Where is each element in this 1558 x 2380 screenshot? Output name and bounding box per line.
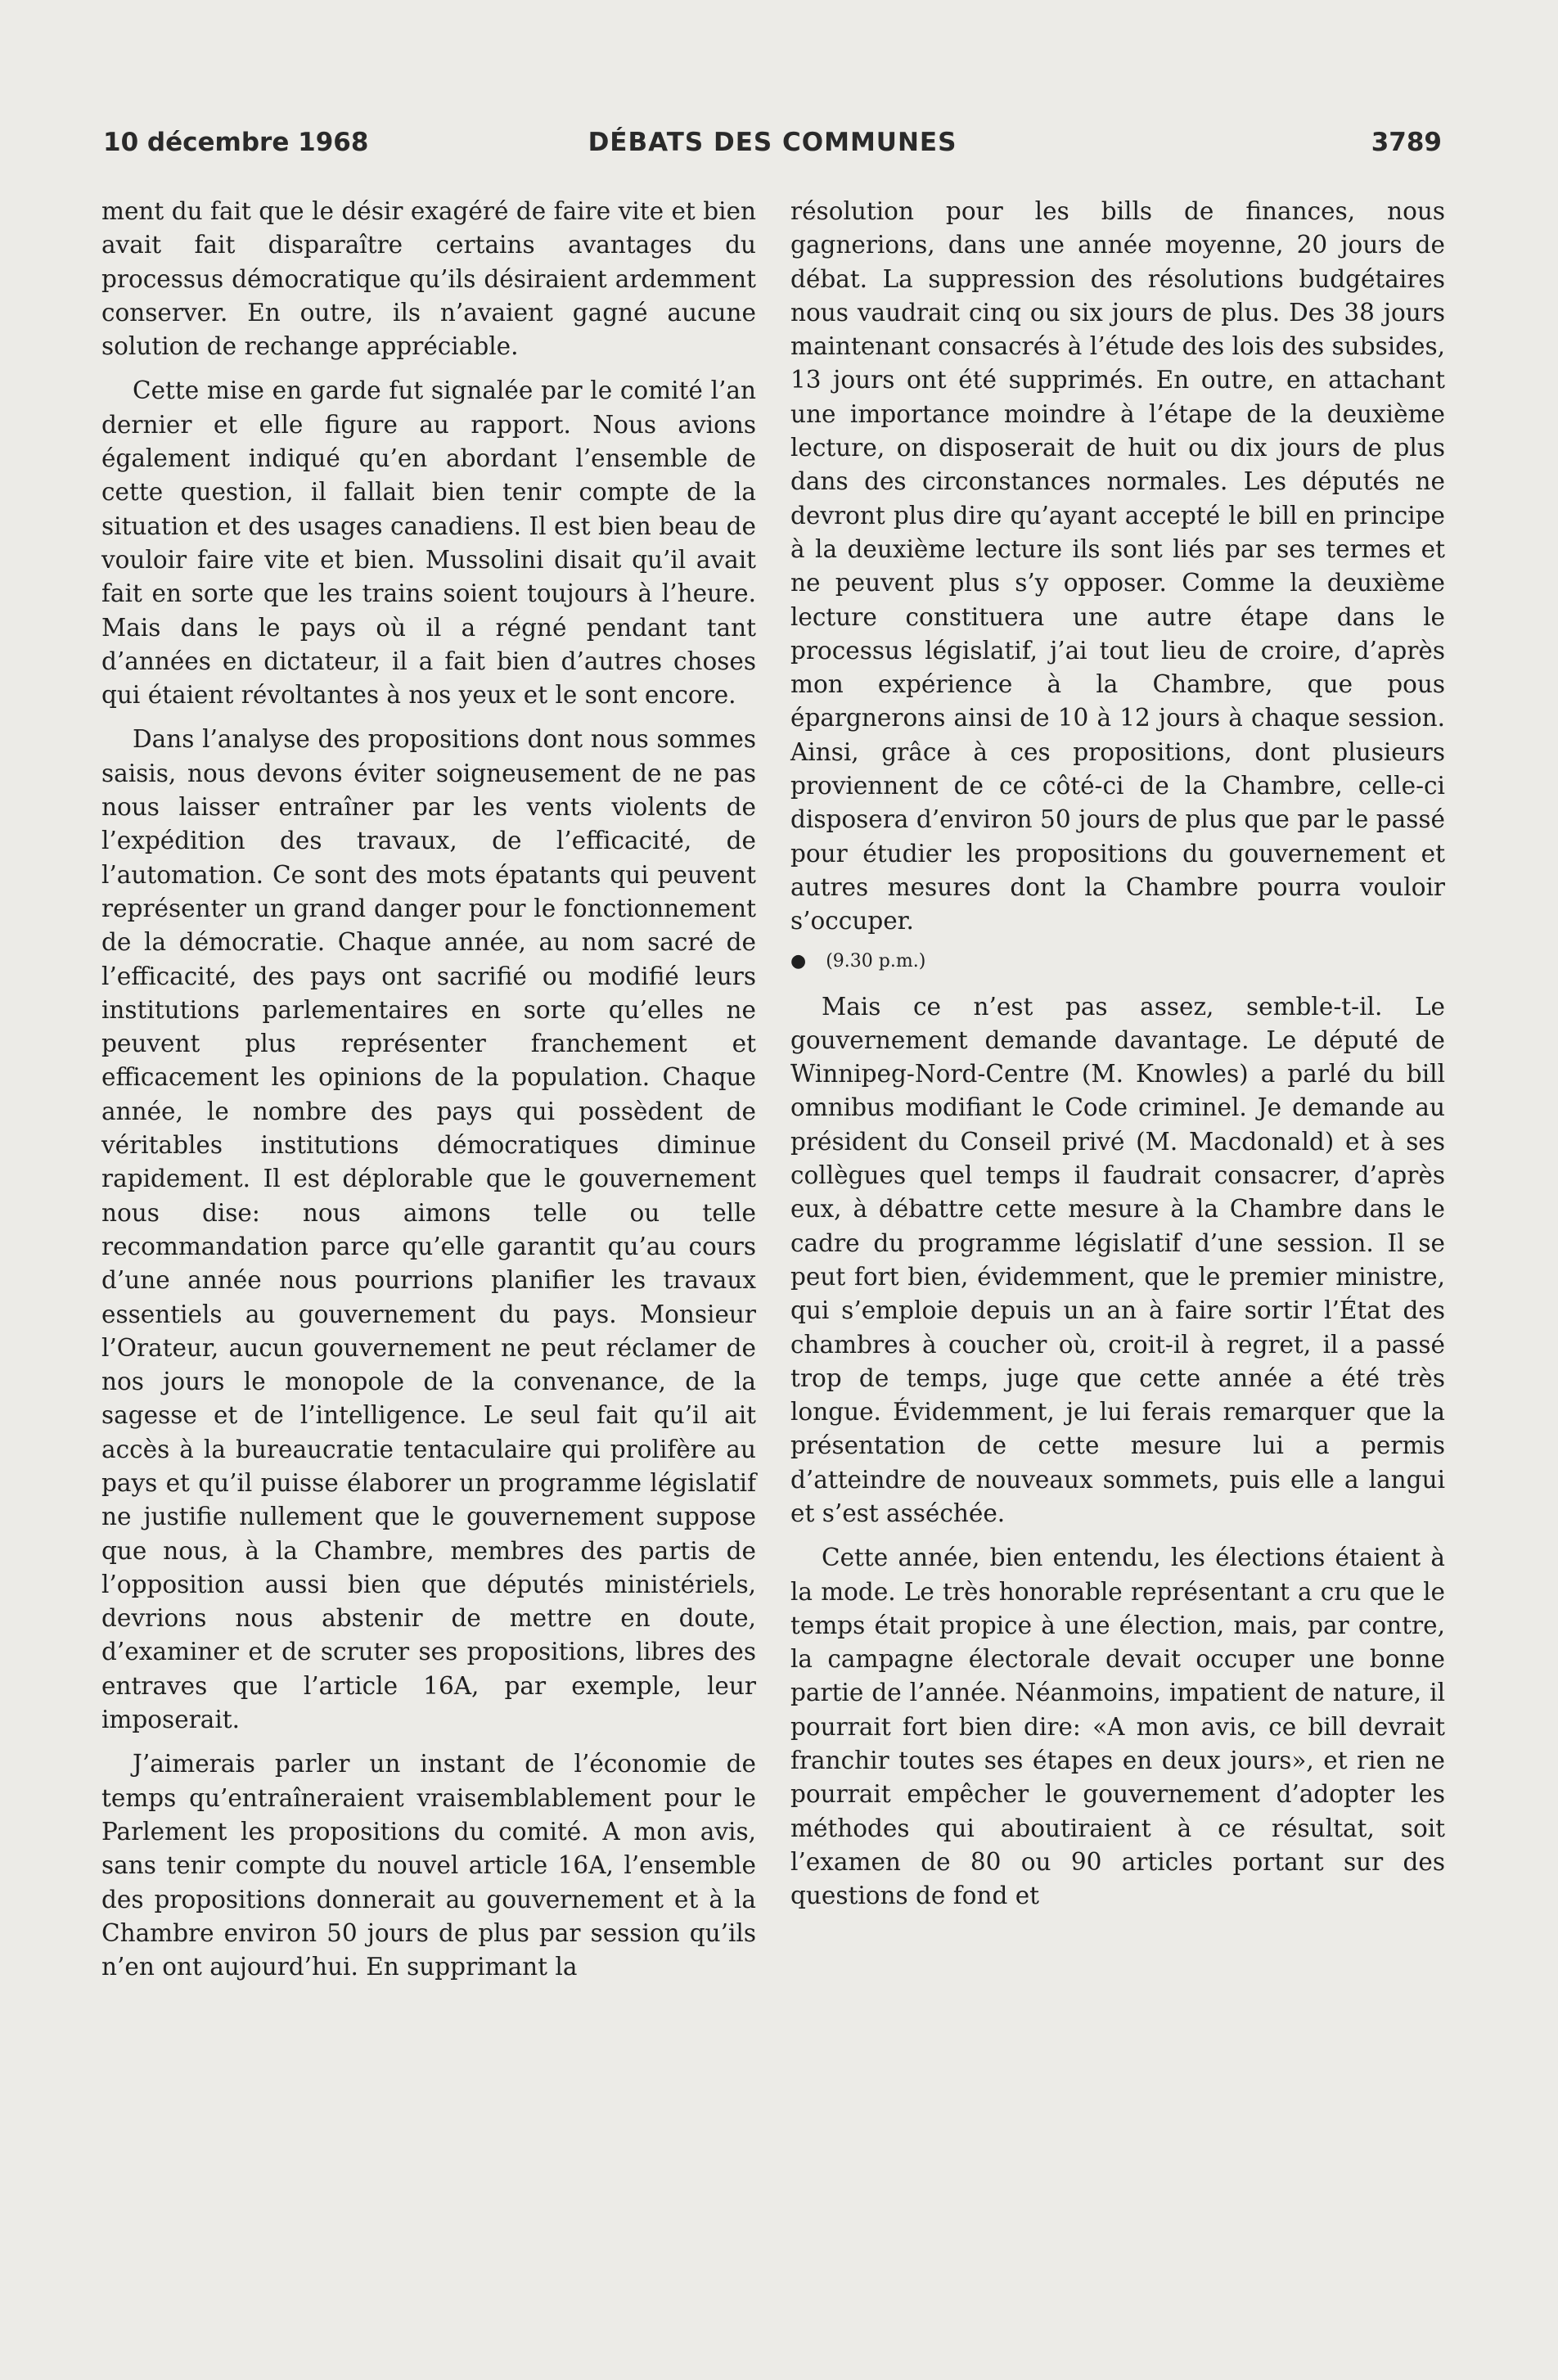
paragraph: ment du fait que le désir exagéré de faire vite et bien avait fait disparaître certains avantages du processus démocratique qu’ils désiraient ardemment conserver. En outre, ils n’avaient gagné aucune solution de rechange appréciable.: [101, 197, 756, 361]
page-number: 3789: [1371, 128, 1442, 157]
paragraph: J’aimerais parler un instant de l’économie de temps qu’entraîneraient vraisemblablement pour le Parlement les propositions du comité. A mon avis, sans tenir compte du nouvel article 16A, l’ensemble des propositions donnerait au gouvernement et à la Chambre environ 50 jours de plus par session qu’ils n’en ont aujourd’hui. En supprimant la: [101, 1750, 756, 1981]
time-marker: [790, 949, 1445, 974]
paragraph: résolution pour les bills de finances, nous gagnerions, dans une année moyenne, 20 jours de débat. La suppression des résolutions budgétaires nous vaudrait cinq ou six jours de plus. Des 38 jours maintenant consacrés à l’étude des lois des subsides, 13 jours ont été supprimés. En outre, en attachant une importance moindre à l’étape de la deuxième lecture, on disposerait de huit ou dix jours de plus dans des circonstances normales. Les députés ne devront plus dire qu’ayant accepté le bill en principe à la deuxième lecture ils sont liés par ses termes et ne peuvent plus s’y opposer. Comme la deuxième lecture constituera une autre étape dans le processus législatif, j’ai tout lieu de croire, d’après mon expérience à la Chambre, que pous épargnerons ainsi de 10 à 12 jours à chaque session. Ainsi, grâce à ces propositions, dont plusieurs proviennent de ce côté-ci de la Chambre, celle-ci disposera d’environ 50 jours de plus que par le passé pour étudier les propositions du gouvernement et autres mesures dont la Chambre pourra vouloir s’occuper.: [790, 197, 1445, 935]
right-column: [790, 195, 1445, 1924]
left-column: [101, 195, 756, 1995]
header-title: DÉBATS DES COMMUNES: [588, 128, 957, 157]
time-marker-text: (9.30 p.m.): [826, 950, 926, 971]
paragraph: Cette année, bien entendu, les élections étaient à la mode. Le très honorable représentant a cru que le temps était propice à une élection, mais, par contre, la campagne électorale devait occuper une bonne partie de l’année. Néanmoins, impatient de nature, il pourrait fort bien dire: «A mon avis, ce bill devrait franchir toutes ses étapes en deux jours», et rien ne pourrait empêcher le gouvernement d’adopter les méthodes qui aboutiraient à ce résultat, soit l’examen de 80 ou 90 articles portant sur des questions de fond et: [790, 1544, 1445, 1910]
paragraph: Dans l’analyse des propositions dont nous sommes saisis, nous devons éviter soigneusement de ne pas nous laisser entraîner par les vents violents de l’expédition des travaux, de l’efficacité, de l’automation. Ce sont des mots épatants qui peuvent représenter un grand danger pour le fonctionnement de la démocratie. Chaque année, au nom sacré de l’efficacité, des pays ont sacrifié ou modifié leurs institutions parlementaires en sorte qu’elles ne peuvent plus représenter franchement et efficacement les opinions de la population. Chaque année, le nombre des pays qui possèdent de véritables institutions démocratiques diminue rapidement. Il est déplorable que le gouvernement nous dise: nous aimons telle ou telle recommandation parce qu’elle garantit qu’au cours d’une année nous pourrions planifier les travaux essentiels au gouvernement du pays. Monsieur l’Orateur, aucun gouvernement ne peut réclamer de nos jours le monopole de la convenance, de la sagesse et de l’intelligence. Le seul fait qu’il ait accès à la bureaucratie tentaculaire qui prolifère au pays et qu’il puisse élaborer un programme législatif ne justifie nullement que le gouvernement suppose que nous, à la Chambre, membres des partis de l’opposition aussi bien que députés ministériels, devrions nous abstenir de mettre en doute, d’examiner et de scruter ses propositions, libres des entraves que l’article 16A, par exemple, leur imposerait.: [101, 725, 756, 1734]
page-header: [103, 128, 1442, 165]
header-date: 10 décembre 1968: [103, 128, 369, 157]
paragraph: Mais ce n’est pas assez, semble-t-il. Le gouvernement demande davantage. Le député de Winnipeg-Nord-Centre (M. Knowles) a parlé du bill omnibus modifiant le Code criminel. Je demande au président du Conseil privé (M. Macdonald) et à ses collègues quel temps il faudrait consacrer, d’après eux, à débattre cette mesure à la Chambre dans le cadre du programme législatif d’une session. Il se peut fort bien, évidemment, que le premier ministre, qui s’emploie depuis un an à faire sortir l’État des chambres à coucher où, croit-il à regret, il a passé trop de temps, juge que cette année a été très longue. Évidemment, je lui ferais remarquer que la présentation de cette mesure lui a permis d’atteindre de nouveaux sommets, puis elle a langui et s’est asséchée.: [790, 992, 1445, 1527]
paragraph: Cette mise en garde fut signalée par le comité l’an dernier et elle figure au rapport. Nous avions également indiqué qu’en abordant l’ensemble de cette question, il fallait bien tenir compte de la situation et des usages canadiens. Il est bien beau de vouloir faire vite et bien. Mussolini disait qu’il avait fait en sorte que les trains soient toujours à l’heure. Mais dans le pays où il a régné pendant tant d’années en dictateur, il a fait bien d’autres choses qui étaient révoltantes à nos yeux et le sont encore.: [101, 376, 756, 710]
bullet-icon: ●: [790, 950, 807, 971]
